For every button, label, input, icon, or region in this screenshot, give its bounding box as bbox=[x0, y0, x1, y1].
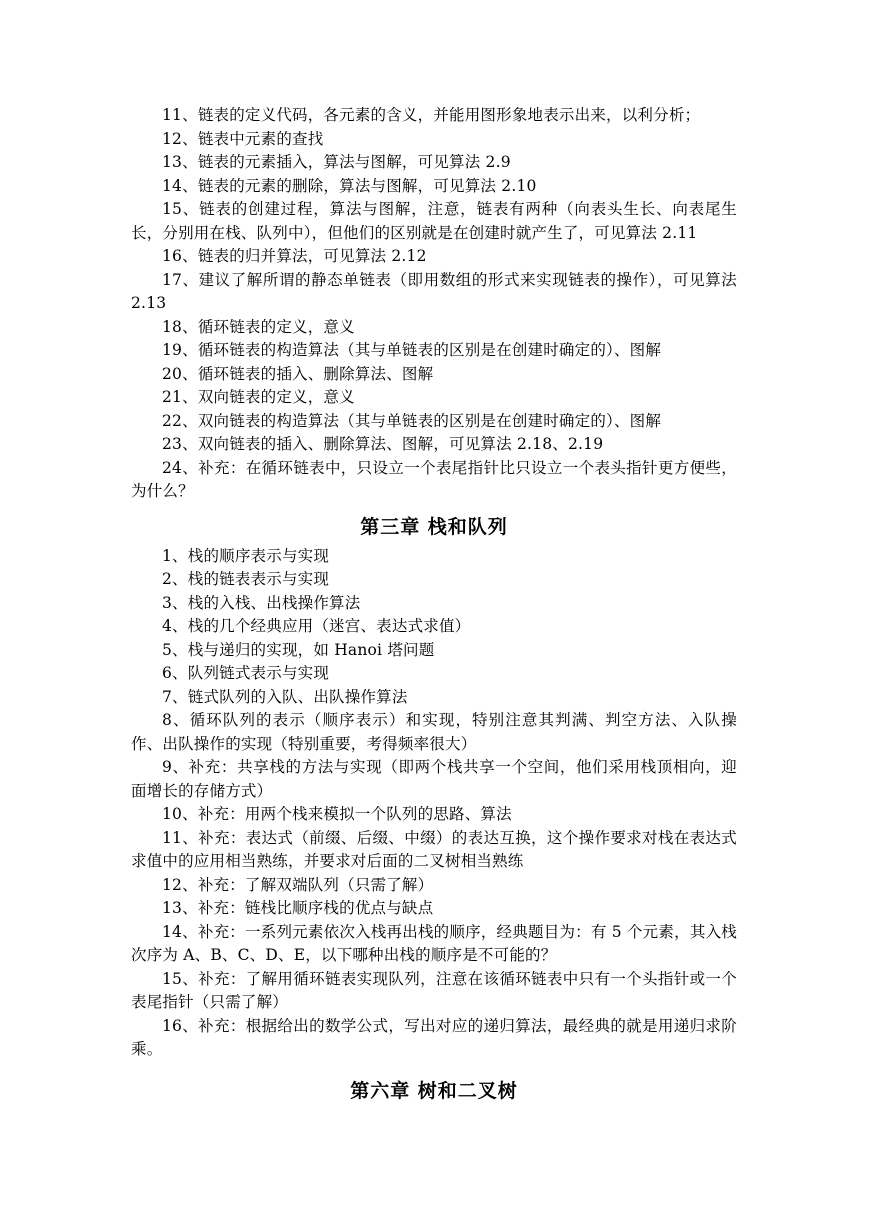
list-item: 22、双向链表的构造算法（其与单链表的区别是在创建时确定的）、图解 bbox=[162, 411, 662, 430]
list-item: 7、链式队列的入队、出队操作算法 bbox=[162, 687, 408, 706]
list-item: 12、链表中元素的查找 bbox=[162, 129, 324, 148]
list-item: 17、建议了解所谓的静态单链表（即用数组的形式来实现链表的操作），可见算法 2.13 bbox=[131, 270, 737, 312]
list-item: 14、链表的元素的删除，算法与图解，可见算法 2.10 bbox=[162, 176, 537, 195]
list-item: 4、栈的几个经典应用（迷宫、表达式求值） bbox=[162, 617, 471, 635]
list-item: 11、链表的定义代码，各元素的含义，并能用图形象地表示出来，以利分析； bbox=[162, 106, 701, 124]
list-item: 16、补充：根据给出的数学公式，写出对应的递归算法，最经典的就是用递归求阶乘。 bbox=[131, 1016, 737, 1058]
chapter-6-title: 第六章 树和二叉树 bbox=[350, 1079, 518, 1102]
list-item: 15、链表的创建过程，算法与图解，注意，链表有两种（向表头生长、向表尾生长，分别用在栈、队列中），但他们的区别就是在创建时就产生了，可见算法 2.11 bbox=[131, 200, 737, 242]
list-item: 24、补充：在循环链表中，只设立一个表尾指针比只设立一个表头指针更方便些，为什么？ bbox=[131, 458, 737, 500]
list-item: 9、补充：共享栈的方法与实现（即两个栈共享一个空间，他们采用栈顶相向，迎面增长的存储方式） bbox=[131, 758, 737, 800]
list-item: 13、补充：链栈比顺序栈的优点与缺点 bbox=[162, 899, 434, 917]
list-item: 6、队列链式表示与实现 bbox=[162, 664, 330, 682]
list-item: 19、循环链表的构造算法（其与单链表的区别是在创建时确定的）、图解 bbox=[162, 341, 662, 359]
list-item: 13、链表的元素插入，算法与图解，可见算法 2.9 bbox=[162, 153, 511, 171]
list-item: 23、双向链表的插入、删除算法、图解，可见算法 2.18、2.19 bbox=[162, 435, 604, 453]
list-item: 15、补充：了解用循环链表实现队列，注意在该循环链表中只有一个头指针或一个表尾指针（只需了解） bbox=[131, 969, 737, 1011]
list-item: 1、栈的顺序表示与实现 bbox=[162, 546, 330, 565]
list-item: 2、栈的链表表示与实现 bbox=[162, 570, 330, 588]
list-item: 8、循环队列的表示（顺序表示）和实现，特别注意其判满、判空方法、入队操作、出队操作的实现（特别重要，考得频率很大） bbox=[131, 711, 737, 753]
list-item: 10、补充：用两个栈来模拟一个队列的思路、算法 bbox=[162, 805, 512, 823]
list-item: 18、循环链表的定义，意义 bbox=[162, 317, 355, 336]
list-item: 14、补充：一系列元素依次入栈再出栈的顺序，经典题目为：有 5 个元素，其入栈次序为 A、B、C、D、E，以下哪种出栈的顺序是不可能的？ bbox=[131, 922, 737, 964]
list-item: 12、补充：了解双端队列（只需了解） bbox=[162, 875, 434, 894]
chapter-3-title: 第三章 栈和队列 bbox=[360, 515, 508, 538]
section-linked-list-items bbox=[131, 104, 737, 504]
section-stack-queue-items bbox=[131, 545, 737, 1062]
list-item: 16、链表的归并算法，可见算法 2.12 bbox=[162, 247, 427, 265]
list-item: 5、栈与递归的实现，如 Hanoi 塔问题 bbox=[162, 640, 435, 659]
list-item: 20、循环链表的插入、删除算法、图解 bbox=[162, 364, 434, 383]
list-item: 3、栈的入栈、出栈操作算法 bbox=[162, 593, 361, 612]
list-item: 11、补充：表达式（前缀、后缀、中缀）的表达互换，这个操作要求对栈在表达式求值中的应用相当熟练，并要求对后面的二叉树相当熟练 bbox=[131, 828, 737, 870]
page-content bbox=[131, 104, 737, 1109]
list-item: 21、双向链表的定义，意义 bbox=[162, 388, 355, 406]
